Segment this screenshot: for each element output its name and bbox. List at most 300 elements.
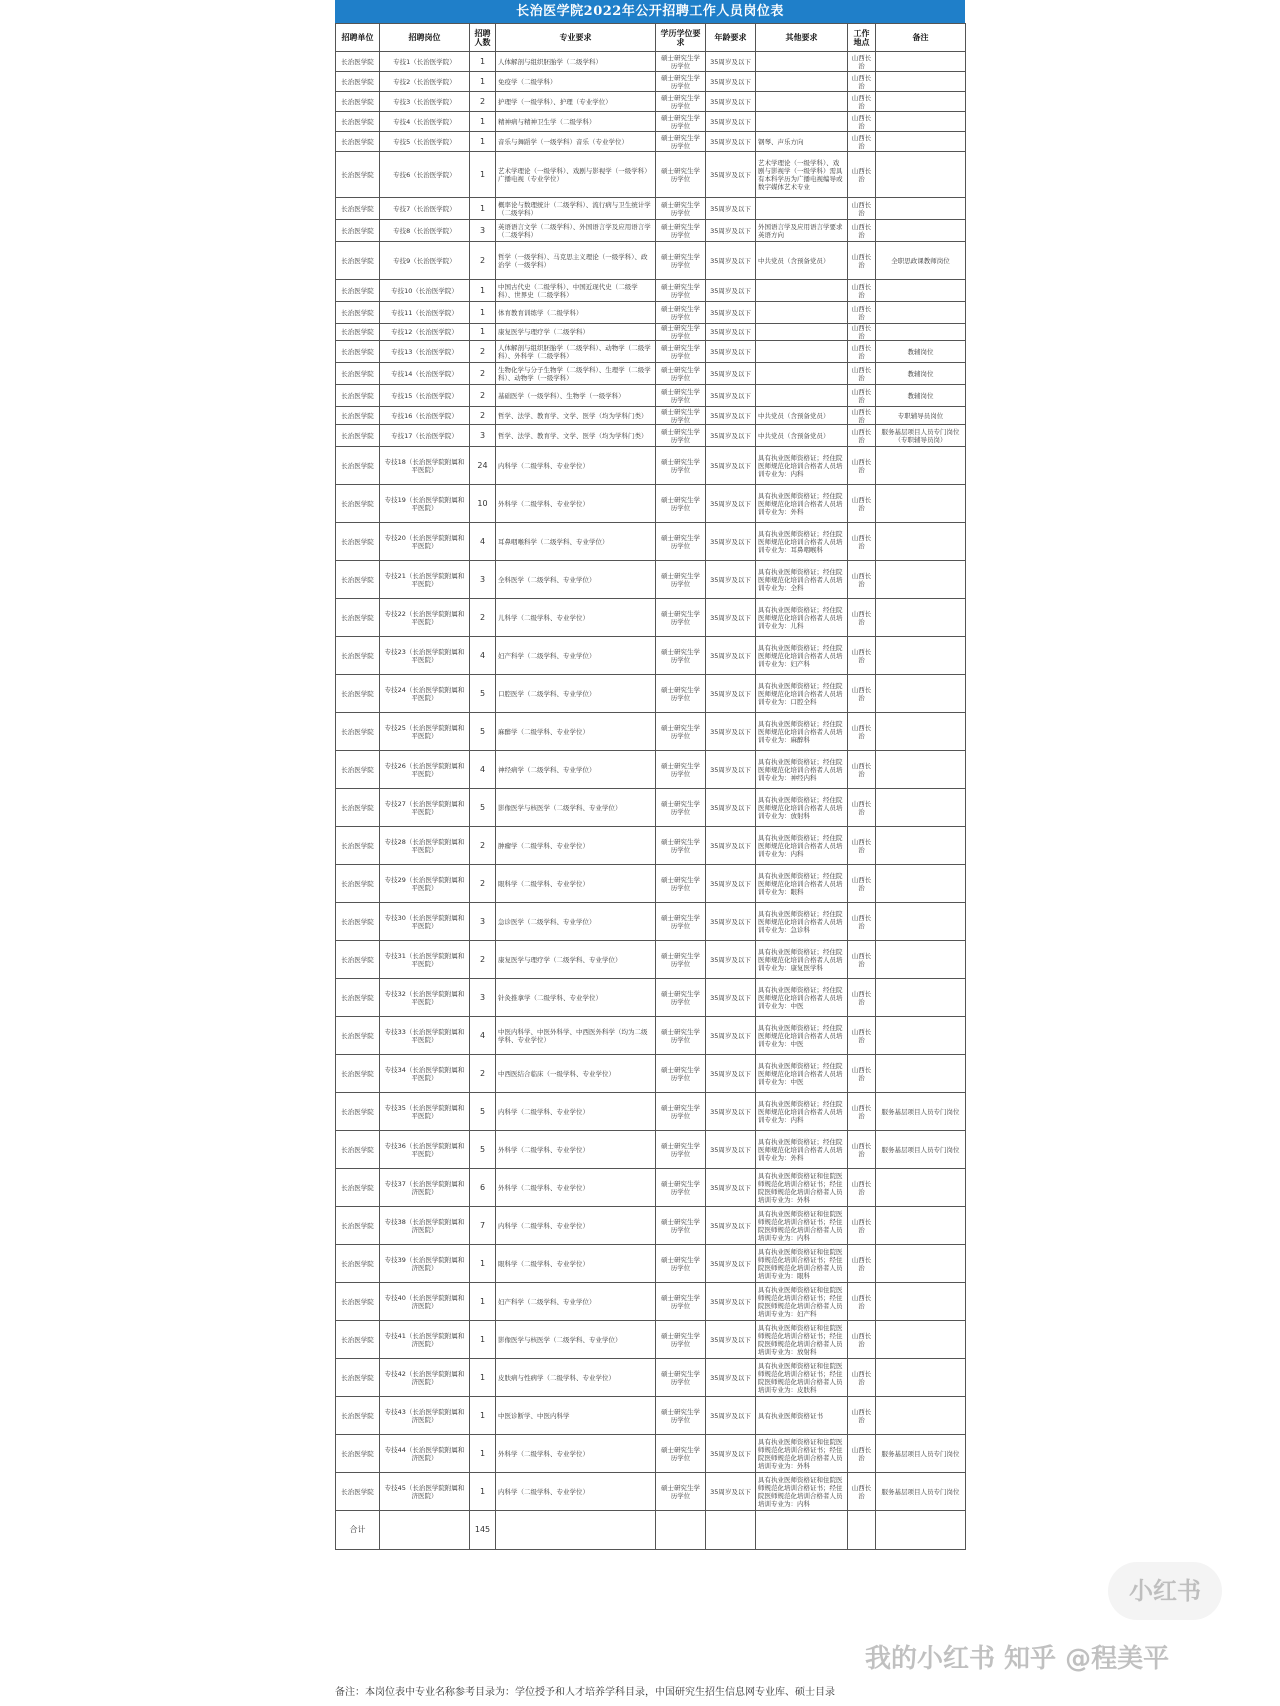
cell-note <box>876 324 966 341</box>
cell-post: 专技14（长治医学院） <box>380 363 470 385</box>
cell-count: 2 <box>470 92 496 112</box>
cell-count: 7 <box>470 1207 496 1245</box>
cell-age: 35周岁及以下 <box>706 979 756 1017</box>
table-row <box>336 1359 966 1397</box>
cell-place: 山西长治 <box>848 363 876 385</box>
cell-post: 专技45（长治医学院附属和济医院） <box>380 1473 470 1511</box>
cell-age: 35周岁及以下 <box>706 242 756 280</box>
table-row <box>336 713 966 751</box>
cell-major: 妇产科学（二级学科、专业学位） <box>496 1283 656 1321</box>
cell-count: 2 <box>470 599 496 637</box>
cell-age: 35周岁及以下 <box>706 1397 756 1435</box>
cell-post: 专技25（长治医学院附属和平医院） <box>380 713 470 751</box>
cell-count: 5 <box>470 713 496 751</box>
cell-major: 眼科学（二级学科、专业学位） <box>496 1245 656 1283</box>
header-unit: 招聘单位 <box>336 24 380 52</box>
cell-post: 专技15（长治医学院） <box>380 385 470 407</box>
cell-unit: 长治医学院 <box>336 903 380 941</box>
table-row <box>336 341 966 363</box>
cell-other: 中共党员（含预备党员） <box>756 407 848 425</box>
cell-major: 体育教育训练学（二级学科） <box>496 302 656 324</box>
table-row <box>336 1207 966 1245</box>
cell-place: 山西长治 <box>848 789 876 827</box>
cell-unit: 长治医学院 <box>336 1169 380 1207</box>
cell-post: 专技4（长治医学院） <box>380 112 470 132</box>
recruitment-table-sheet <box>335 0 965 1550</box>
cell-major: 内科学（二级学科、专业学位） <box>496 1207 656 1245</box>
cell-education: 硕士研究生学历学位 <box>656 447 706 485</box>
cell-education: 硕士研究生学历学位 <box>656 72 706 92</box>
cell-education: 硕士研究生学历学位 <box>656 751 706 789</box>
table-row <box>336 407 966 425</box>
table-row <box>336 637 966 675</box>
total-count: 145 <box>470 1511 496 1550</box>
total-label: 合计 <box>336 1511 380 1550</box>
cell-unit: 长治医学院 <box>336 363 380 385</box>
cell-post: 专技12（长治医学院） <box>380 324 470 341</box>
cell-major: 全科医学（二级学科、专业学位） <box>496 561 656 599</box>
cell-note <box>876 1397 966 1435</box>
cell-age: 35周岁及以下 <box>706 385 756 407</box>
cell-note <box>876 72 966 92</box>
cell-education: 硕士研究生学历学位 <box>656 1017 706 1055</box>
cell-count: 1 <box>470 1435 496 1473</box>
cell-place: 山西长治 <box>848 92 876 112</box>
cell-other <box>756 52 848 72</box>
cell-note <box>876 941 966 979</box>
table-footnote: 备注：本岗位表中专业名称参考目录为：学位授予和人才培养学科目录，中国研究生招生信息网专业库、硕士目录 <box>335 1687 835 1698</box>
cell-unit: 长治医学院 <box>336 561 380 599</box>
cell-unit: 长治医学院 <box>336 1093 380 1131</box>
cell-note <box>876 599 966 637</box>
cell-unit: 长治医学院 <box>336 407 380 425</box>
table-row <box>336 280 966 302</box>
cell-unit: 长治医学院 <box>336 1397 380 1435</box>
cell-age: 35周岁及以下 <box>706 485 756 523</box>
cell-place: 山西长治 <box>848 713 876 751</box>
cell-note <box>876 447 966 485</box>
cell-count: 24 <box>470 447 496 485</box>
cell-note: 服务基层项目人员专门岗位 <box>876 1435 966 1473</box>
cell-other <box>756 72 848 92</box>
cell-major: 麻醉学（二级学科、专业学位） <box>496 713 656 751</box>
cell-place: 山西长治 <box>848 132 876 152</box>
cell-other <box>756 92 848 112</box>
cell-post: 专技11（长治医学院） <box>380 302 470 324</box>
cell-other: 具有执业医师资格证；经住院医师规范化培训合格者人员培训专业为：内科 <box>756 827 848 865</box>
cell-place: 山西长治 <box>848 280 876 302</box>
cell-other: 具有执业医师资格证；经住院医师规范化培训合格者人员培训专业为：妇产科 <box>756 637 848 675</box>
cell-note <box>876 1359 966 1397</box>
cell-count: 2 <box>470 242 496 280</box>
table-row <box>336 112 966 132</box>
cell-post: 专技38（长治医学院附属和济医院） <box>380 1207 470 1245</box>
cell-note: 教辅岗位 <box>876 385 966 407</box>
table-row <box>336 979 966 1017</box>
cell-age: 35周岁及以下 <box>706 302 756 324</box>
cell-post: 专技2（长治医学院） <box>380 72 470 92</box>
cell-education: 硕士研究生学历学位 <box>656 1321 706 1359</box>
cell-note: 全职思政课教师岗位 <box>876 242 966 280</box>
table-row <box>336 903 966 941</box>
cell-age: 35周岁及以下 <box>706 1169 756 1207</box>
cell-education: 硕士研究生学历学位 <box>656 1131 706 1169</box>
xiaohongshu-logo-badge: 小红书 <box>1108 1562 1222 1620</box>
cell-place: 山西长治 <box>848 1093 876 1131</box>
cell-major: 英语语言文学（二级学科）、外国语言学及应用语言学（二级学科） <box>496 220 656 242</box>
cell-post: 专技28（长治医学院附属和平医院） <box>380 827 470 865</box>
cell-post: 专技19（长治医学院附属和平医院） <box>380 485 470 523</box>
cell-note <box>876 132 966 152</box>
cell-major: 内科学（二级学科、专业学位） <box>496 1473 656 1511</box>
cell-age: 35周岁及以下 <box>706 341 756 363</box>
cell-major: 耳鼻咽喉科学（二级学科、专业学位） <box>496 523 656 561</box>
table-row <box>336 1055 966 1093</box>
cell-post: 专技42（长治医学院附属和济医院） <box>380 1359 470 1397</box>
cell-unit: 长治医学院 <box>336 92 380 112</box>
cell-count: 1 <box>470 302 496 324</box>
cell-post: 专技36（长治医学院附属和平医院） <box>380 1131 470 1169</box>
cell-education: 硕士研究生学历学位 <box>656 523 706 561</box>
cell-unit: 长治医学院 <box>336 713 380 751</box>
cell-major: 影像医学与核医学（二级学科、专业学位） <box>496 1321 656 1359</box>
cell-age: 35周岁及以下 <box>706 407 756 425</box>
cell-note: 服务基层项目人员专门岗位 <box>876 1131 966 1169</box>
cell-place: 山西长治 <box>848 341 876 363</box>
cell-note <box>876 485 966 523</box>
cell-other: 具有执业医师资格证和住院医师规范化培训合格证书；经住院医师规范化培训合格者人员培训专业为：眼科 <box>756 1245 848 1283</box>
cell-unit: 长治医学院 <box>336 242 380 280</box>
cell-count: 1 <box>470 280 496 302</box>
cell-other: 具有执业医师资格证和住院医师规范化培训合格证书；经住院医师规范化培训合格者人员培训专业为：皮肤科 <box>756 1359 848 1397</box>
cell-post: 专技33（长治医学院附属和平医院） <box>380 1017 470 1055</box>
cell-place: 山西长治 <box>848 1397 876 1435</box>
table-row <box>336 385 966 407</box>
cell-place: 山西长治 <box>848 112 876 132</box>
table-row <box>336 1321 966 1359</box>
cell-other: 具有执业医师资格证；经住院医师规范化培训合格者人员培训专业为：全科 <box>756 561 848 599</box>
cell-place: 山西长治 <box>848 1017 876 1055</box>
cell-other <box>756 112 848 132</box>
cell-note <box>876 675 966 713</box>
cell-count: 5 <box>470 1131 496 1169</box>
cell-major: 口腔医学（二级学科、专业学位） <box>496 675 656 713</box>
table-row <box>336 425 966 447</box>
cell-education: 硕士研究生学历学位 <box>656 1397 706 1435</box>
total-empty-cell <box>848 1511 876 1550</box>
header-other: 其他要求 <box>756 24 848 52</box>
cell-place: 山西长治 <box>848 523 876 561</box>
cell-education: 硕士研究生学历学位 <box>656 1207 706 1245</box>
cell-post: 专技20（长治医学院附属和平医院） <box>380 523 470 561</box>
cell-note <box>876 1245 966 1283</box>
cell-count: 1 <box>470 1245 496 1283</box>
cell-other: 具有执业医师资格证；经住院医师规范化培训合格者人员培训专业为：神经内科 <box>756 751 848 789</box>
cell-education: 硕士研究生学历学位 <box>656 385 706 407</box>
cell-unit: 长治医学院 <box>336 1055 380 1093</box>
cell-place: 山西长治 <box>848 751 876 789</box>
cell-place: 山西长治 <box>848 1435 876 1473</box>
cell-age: 35周岁及以下 <box>706 789 756 827</box>
cell-count: 1 <box>470 198 496 220</box>
cell-place: 山西长治 <box>848 1283 876 1321</box>
table-row <box>336 242 966 280</box>
cell-unit: 长治医学院 <box>336 341 380 363</box>
cell-unit: 长治医学院 <box>336 485 380 523</box>
cell-place: 山西长治 <box>848 1169 876 1207</box>
cell-major: 中国古代史（二级学科）、中国近现代史（二级学科）、世界史（二级学科） <box>496 280 656 302</box>
cell-education: 硕士研究生学历学位 <box>656 1359 706 1397</box>
cell-note <box>876 280 966 302</box>
cell-age: 35周岁及以下 <box>706 447 756 485</box>
cell-post: 专技16（长治医学院） <box>380 407 470 425</box>
cell-other: 具有执业医师资格证；经住院医师规范化培训合格者人员培训专业为：康复医学科 <box>756 941 848 979</box>
cell-note <box>876 561 966 599</box>
cell-place: 山西长治 <box>848 1055 876 1093</box>
cell-count: 2 <box>470 865 496 903</box>
cell-count: 2 <box>470 363 496 385</box>
cell-place: 山西长治 <box>848 1321 876 1359</box>
cell-count: 3 <box>470 220 496 242</box>
cell-age: 35周岁及以下 <box>706 1093 756 1131</box>
cell-post: 专技37（长治医学院附属和济医院） <box>380 1169 470 1207</box>
header-place: 工作地点 <box>848 24 876 52</box>
cell-major: 中医内科学、中医外科学、中西医外科学（均为二级学科、专业学位） <box>496 1017 656 1055</box>
cell-note <box>876 523 966 561</box>
cell-age: 35周岁及以下 <box>706 152 756 198</box>
table-row <box>336 1473 966 1511</box>
table-row <box>336 1397 966 1435</box>
cell-education: 硕士研究生学历学位 <box>656 1245 706 1283</box>
table-row <box>336 1093 966 1131</box>
table-row <box>336 92 966 112</box>
cell-age: 35周岁及以下 <box>706 52 756 72</box>
cell-other: 具有执业医师资格证；经住院医师规范化培训合格者人员培训专业为：口腔全科 <box>756 675 848 713</box>
table-row <box>336 363 966 385</box>
cell-major: 外科学（二级学科、专业学位） <box>496 1435 656 1473</box>
cell-unit: 长治医学院 <box>336 1283 380 1321</box>
cell-note: 服务基层项目人员专门岗位 <box>876 1093 966 1131</box>
cell-age: 35周岁及以下 <box>706 220 756 242</box>
cell-place: 山西长治 <box>848 903 876 941</box>
cell-other: 具有执业医师资格证；经住院医师规范化培训合格者人员培训专业为：麻醉科 <box>756 713 848 751</box>
table-row <box>336 485 966 523</box>
cell-age: 35周岁及以下 <box>706 751 756 789</box>
cell-post: 专技6（长治医学院） <box>380 152 470 198</box>
cell-major: 妇产科学（二级学科、专业学位） <box>496 637 656 675</box>
cell-other: 具有执业医师资格证；经住院医师规范化培训合格者人员培训专业为：急诊科 <box>756 903 848 941</box>
cell-post: 专技40（长治医学院附属和济医院） <box>380 1283 470 1321</box>
table-row <box>336 1017 966 1055</box>
cell-education: 硕士研究生学历学位 <box>656 561 706 599</box>
table-row <box>336 324 966 341</box>
cell-major: 针灸推拿学（二级学科、专业学位） <box>496 979 656 1017</box>
cell-place: 山西长治 <box>848 425 876 447</box>
cell-unit: 长治医学院 <box>336 1359 380 1397</box>
header-major: 专业要求 <box>496 24 656 52</box>
cell-other: 具有执业医师资格证；经住院医师规范化培训合格者人员培训专业为：儿科 <box>756 599 848 637</box>
cell-place: 山西长治 <box>848 827 876 865</box>
table-row <box>336 152 966 198</box>
cell-other: 外国语言学及应用语言学要求英语方向 <box>756 220 848 242</box>
cell-education: 硕士研究生学历学位 <box>656 132 706 152</box>
cell-note <box>876 1321 966 1359</box>
cell-place: 山西长治 <box>848 324 876 341</box>
table-row <box>336 198 966 220</box>
cell-major: 哲学、法学、教育学、文学、医学（均为学科门类） <box>496 407 656 425</box>
cell-other: 具有执业医师资格证；经住院医师规范化培训合格者人员培训专业为：放射科 <box>756 789 848 827</box>
total-empty-cell <box>656 1511 706 1550</box>
cell-unit: 长治医学院 <box>336 1131 380 1169</box>
cell-other <box>756 198 848 220</box>
cell-major: 概率论与数理统计（二级学科）、流行病与卫生统计学（二级学科） <box>496 198 656 220</box>
cell-other: 具有执业医师资格证；经住院医师规范化培训合格者人员培训专业为：内科 <box>756 447 848 485</box>
cell-unit: 长治医学院 <box>336 789 380 827</box>
table-row <box>336 941 966 979</box>
cell-note <box>876 903 966 941</box>
cell-education: 硕士研究生学历学位 <box>656 407 706 425</box>
cell-unit: 长治医学院 <box>336 865 380 903</box>
cell-unit: 长治医学院 <box>336 324 380 341</box>
cell-education: 硕士研究生学历学位 <box>656 599 706 637</box>
cell-note: 服务基层项目人员专门岗位 <box>876 1473 966 1511</box>
cell-other <box>756 341 848 363</box>
cell-count: 3 <box>470 425 496 447</box>
cell-major: 外科学（二级学科、专业学位） <box>496 1169 656 1207</box>
cell-unit: 长治医学院 <box>336 637 380 675</box>
cell-other <box>756 280 848 302</box>
cell-note <box>876 637 966 675</box>
cell-unit: 长治医学院 <box>336 979 380 1017</box>
cell-post: 专技21（长治医学院附属和平医院） <box>380 561 470 599</box>
cell-age: 35周岁及以下 <box>706 1359 756 1397</box>
cell-post: 专技13（长治医学院） <box>380 341 470 363</box>
cell-unit: 长治医学院 <box>336 1435 380 1473</box>
cell-age: 35周岁及以下 <box>706 637 756 675</box>
cell-count: 1 <box>470 112 496 132</box>
cell-unit: 长治医学院 <box>336 675 380 713</box>
cell-age: 35周岁及以下 <box>706 1207 756 1245</box>
cell-other <box>756 385 848 407</box>
cell-note <box>876 1169 966 1207</box>
cell-count: 3 <box>470 561 496 599</box>
cell-count: 4 <box>470 637 496 675</box>
cell-major: 内科学（二级学科、专业学位） <box>496 447 656 485</box>
cell-place: 山西长治 <box>848 72 876 92</box>
cell-education: 硕士研究生学历学位 <box>656 302 706 324</box>
cell-education: 硕士研究生学历学位 <box>656 485 706 523</box>
cell-count: 1 <box>470 72 496 92</box>
cell-note <box>876 1283 966 1321</box>
cell-other <box>756 324 848 341</box>
cell-other: 钢琴、声乐方向 <box>756 132 848 152</box>
cell-major: 哲学、法学、教育学、文学、医学（均为学科门类） <box>496 425 656 447</box>
table-row <box>336 561 966 599</box>
cell-count: 2 <box>470 385 496 407</box>
table-row <box>336 865 966 903</box>
cell-unit: 长治医学院 <box>336 1321 380 1359</box>
cell-other <box>756 302 848 324</box>
cell-count: 1 <box>470 52 496 72</box>
cell-count: 2 <box>470 341 496 363</box>
cell-education: 硕士研究生学历学位 <box>656 198 706 220</box>
cell-note <box>876 1207 966 1245</box>
cell-note <box>876 789 966 827</box>
cell-education: 硕士研究生学历学位 <box>656 637 706 675</box>
cell-count: 2 <box>470 1055 496 1093</box>
cell-age: 35周岁及以下 <box>706 112 756 132</box>
cell-education: 硕士研究生学历学位 <box>656 1055 706 1093</box>
cell-count: 1 <box>470 132 496 152</box>
cell-major: 急诊医学（二级学科、专业学位） <box>496 903 656 941</box>
table-row <box>336 1245 966 1283</box>
cell-post: 专技30（长治医学院附属和平医院） <box>380 903 470 941</box>
cell-major: 神经病学（二级学科、专业学位） <box>496 751 656 789</box>
cell-education: 硕士研究生学历学位 <box>656 903 706 941</box>
cell-unit: 长治医学院 <box>336 751 380 789</box>
cell-other: 具有执业医师资格证；经住院医师规范化培训合格者人员培训专业为：中医 <box>756 1017 848 1055</box>
position-table <box>335 23 966 1550</box>
cell-other: 中共党员（含预备党员） <box>756 425 848 447</box>
table-row <box>336 72 966 92</box>
cell-other: 具有执业医师资格证；经住院医师规范化培训合格者人员培训专业为：中医 <box>756 979 848 1017</box>
cell-note <box>876 52 966 72</box>
cell-major: 皮肤病与性病学（二级学科、专业学位） <box>496 1359 656 1397</box>
header-education: 学历学位要求 <box>656 24 706 52</box>
cell-count: 4 <box>470 1017 496 1055</box>
cell-major: 人体解剖与组织胚胎学（二级学科）、动物学（二级学科）、外科学（二级学科） <box>496 341 656 363</box>
cell-age: 35周岁及以下 <box>706 363 756 385</box>
cell-education: 硕士研究生学历学位 <box>656 324 706 341</box>
table-title: 长治医学院2022年公开招聘工作人员岗位表 <box>335 0 965 23</box>
cell-count: 2 <box>470 941 496 979</box>
total-empty-cell <box>706 1511 756 1550</box>
table-row <box>336 523 966 561</box>
table-row <box>336 447 966 485</box>
cell-age: 35周岁及以下 <box>706 941 756 979</box>
cell-post: 专技10（长治医学院） <box>380 280 470 302</box>
cell-note <box>876 198 966 220</box>
cell-age: 35周岁及以下 <box>706 599 756 637</box>
cell-education: 硕士研究生学历学位 <box>656 827 706 865</box>
cell-education: 硕士研究生学历学位 <box>656 865 706 903</box>
cell-education: 硕士研究生学历学位 <box>656 220 706 242</box>
cell-note: 服务基层项目人员专门岗位（专职辅导员岗） <box>876 425 966 447</box>
table-row <box>336 1169 966 1207</box>
cell-education: 硕士研究生学历学位 <box>656 789 706 827</box>
cell-age: 35周岁及以下 <box>706 827 756 865</box>
cell-post: 专技8（长治医学院） <box>380 220 470 242</box>
cell-age: 35周岁及以下 <box>706 324 756 341</box>
cell-age: 35周岁及以下 <box>706 92 756 112</box>
cell-count: 3 <box>470 979 496 1017</box>
cell-education: 硕士研究生学历学位 <box>656 713 706 751</box>
cell-major: 艺术学理论（一级学科）、戏剧与影视学（一级学科）广播电视（专业学位） <box>496 152 656 198</box>
total-row <box>336 1511 966 1550</box>
cell-post: 专技39（长治医学院附属和济医院） <box>380 1245 470 1283</box>
cell-major: 音乐与舞蹈学（一级学科）音乐（专业学位） <box>496 132 656 152</box>
cell-age: 35周岁及以下 <box>706 1131 756 1169</box>
cell-major: 肿瘤学（二级学科、专业学位） <box>496 827 656 865</box>
cell-education: 硕士研究生学历学位 <box>656 425 706 447</box>
cell-unit: 长治医学院 <box>336 1207 380 1245</box>
cell-note <box>876 827 966 865</box>
cell-other: 具有执业医师资格证书 <box>756 1397 848 1435</box>
cell-note: 教辅岗位 <box>876 363 966 385</box>
cell-note: 教辅岗位 <box>876 341 966 363</box>
cell-major: 护理学（一级学科）、护理（专业学位） <box>496 92 656 112</box>
cell-education: 硕士研究生学历学位 <box>656 1093 706 1131</box>
